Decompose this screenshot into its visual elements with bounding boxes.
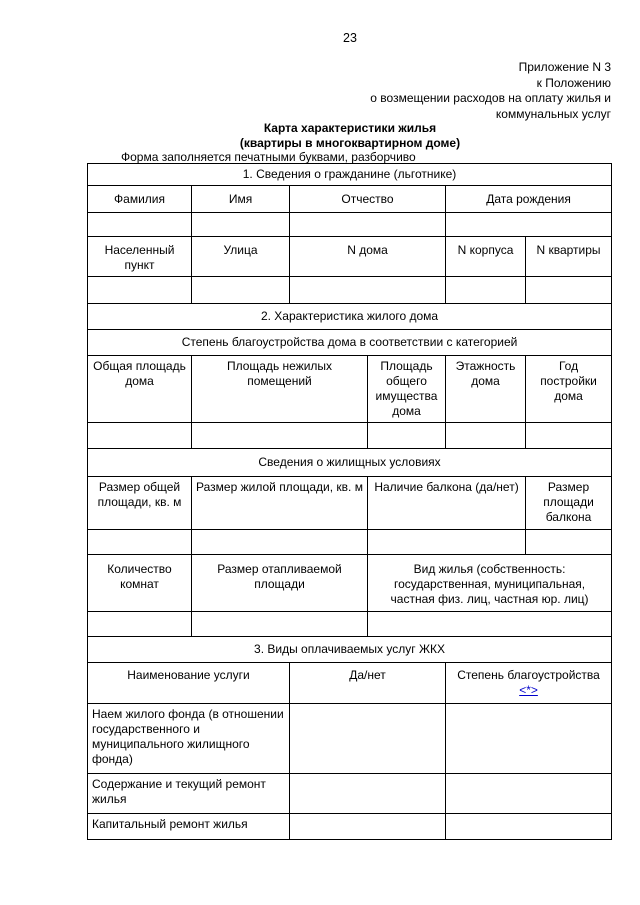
col-floors: Этажность дома	[446, 356, 526, 423]
col-house-number: N дома	[290, 237, 446, 277]
input-total-house-area[interactable]	[88, 423, 192, 449]
appendix-line: Приложение N 3	[518, 60, 611, 74]
appendix-line: к Положению	[536, 75, 611, 90]
input-street[interactable]	[192, 277, 290, 304]
living-conditions-header: Сведения о жилищных условиях	[88, 449, 612, 477]
input-service-rent-degree[interactable]	[446, 704, 612, 774]
input-settlement[interactable]	[88, 277, 192, 304]
input-heated-area[interactable]	[192, 612, 368, 637]
service-capital-repair: Капитальный ремонт жилья	[88, 814, 290, 840]
col-balcony-area: Размер площади балкона	[526, 477, 612, 530]
col-total-house-area: Общая площадь дома	[88, 356, 192, 423]
col-street: Улица	[192, 237, 290, 277]
input-balcony-area[interactable]	[526, 530, 612, 555]
col-housing-type: Вид жилья (собственность: государственная, муниципальная, частная физ. лиц, частная юр. лиц)	[368, 555, 612, 612]
input-living-area[interactable]	[192, 530, 368, 555]
col-birth-date: Дата рождения	[446, 186, 612, 213]
input-house-number[interactable]	[290, 277, 446, 304]
service-maintenance: Содержание и текущий ремонт жилья	[88, 774, 290, 814]
input-room-count[interactable]	[88, 612, 192, 637]
input-birth-date[interactable]	[446, 213, 612, 237]
improvement-degree-label: Степень благоустройства	[457, 668, 600, 682]
section2-header: 2. Характеристика жилого дома	[88, 304, 612, 330]
appendix-reference	[370, 60, 611, 122]
input-service-capital-repair-yesno[interactable]	[290, 814, 446, 840]
input-total-area[interactable]	[88, 530, 192, 555]
form-title	[0, 121, 640, 151]
input-floors[interactable]	[446, 423, 526, 449]
input-housing-type[interactable]	[368, 612, 612, 637]
fill-instructions: Форма заполняется печатными буквами, разборчиво	[121, 150, 416, 164]
appendix-line: коммунальных услуг	[495, 106, 611, 121]
input-name[interactable]	[192, 213, 290, 237]
form-subtitle-line: (квартиры в многоквартирном доме)	[239, 136, 461, 150]
col-living-area: Размер жилой площади, кв. м	[192, 477, 368, 530]
col-room-count: Количество комнат	[88, 555, 192, 612]
col-heated-area: Размер отапливаемой площади	[192, 555, 368, 612]
section1-header: 1. Сведения о гражданине (льготнике)	[88, 164, 612, 186]
housing-characteristics-form	[87, 163, 612, 840]
input-apartment-number[interactable]	[526, 277, 612, 304]
section3-header: 3. Виды оплачиваемых услуг ЖКХ	[88, 637, 612, 663]
input-common-property-area[interactable]	[368, 423, 446, 449]
col-patronymic: Отчество	[290, 186, 446, 213]
col-name: Имя	[192, 186, 290, 213]
section2-subheader: Степень благоустройства дома в соответствии с категорией	[88, 330, 612, 356]
service-rent: Наем жилого фонда (в отношении государственного и муниципального жилищного фонда)	[88, 704, 290, 774]
col-surname: Фамилия	[88, 186, 192, 213]
page-number: 23	[343, 31, 357, 45]
form-title-line: Карта характеристики жилья	[263, 121, 437, 135]
input-service-maintenance-degree[interactable]	[446, 774, 612, 814]
col-service-name: Наименование услуги	[88, 663, 290, 704]
input-surname[interactable]	[88, 213, 192, 237]
input-service-rent-yesno[interactable]	[290, 704, 446, 774]
col-common-property-area: Площадь общего имущества дома	[368, 356, 446, 423]
col-settlement: Населенный пункт	[88, 237, 192, 277]
col-apartment-number: N квартиры	[526, 237, 612, 277]
input-service-capital-repair-degree[interactable]	[446, 814, 612, 840]
appendix-line: о возмещении расходов на оплату жилья и	[370, 91, 611, 105]
col-building-number: N корпуса	[446, 237, 526, 277]
col-total-area: Размер общей площади, кв. м	[88, 477, 192, 530]
input-nonresidential-area[interactable]	[192, 423, 368, 449]
input-patronymic[interactable]	[290, 213, 446, 237]
col-yes-no: Да/нет	[290, 663, 446, 704]
col-construction-year: Год постройки дома	[526, 356, 612, 423]
footnote-link[interactable]: <*>	[519, 683, 538, 697]
input-service-maintenance-yesno[interactable]	[290, 774, 446, 814]
col-improvement-degree	[446, 663, 612, 704]
input-construction-year[interactable]	[526, 423, 612, 449]
input-building-number[interactable]	[446, 277, 526, 304]
col-nonresidential-area: Площадь нежилых помещений	[192, 356, 368, 423]
input-balcony-presence[interactable]	[368, 530, 526, 555]
col-balcony-presence: Наличие балкона (да/нет)	[368, 477, 526, 530]
